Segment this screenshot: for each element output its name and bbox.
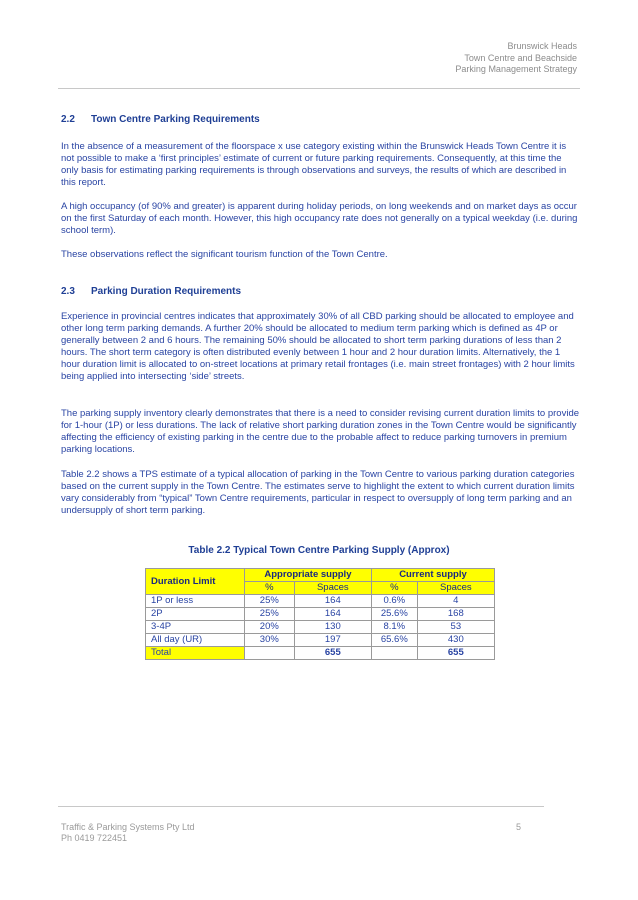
header-divider	[58, 88, 580, 89]
subheader-spaces: Spaces	[417, 582, 494, 595]
footer-divider	[58, 806, 544, 807]
footer-phone: Ph 0419 722451	[61, 833, 128, 843]
paragraph: The parking supply inventory clearly demonstrates that there is a need to consider revising current duration limits to provide for 1-hour (1P) or less durations. The lack of relative short parking duration zones in the Town Centre would be significantly affecting the efficiency of existing parking in the centre due to the probable affect to reduce parking turnovers in premium parking locations.	[61, 408, 580, 455]
appropriate-spaces: 130	[294, 621, 371, 634]
appropriate-percent: 25%	[244, 595, 294, 608]
table-row	[146, 634, 495, 647]
current-percent: 65.6%	[371, 634, 417, 647]
current-total-spaces: 655	[417, 647, 494, 660]
total-label: Total	[146, 647, 245, 660]
section-title: Parking Duration Requirements	[91, 286, 242, 297]
table-row	[146, 595, 495, 608]
current-percent: 0.6%	[371, 595, 417, 608]
paragraph: Table 2.2 shows a TPS estimate of a typical allocation of parking in the Town Centre to various parking duration categories based on the current supply in the Town Centre. The estimates serve to highlight the extent to which current duration limits vary considerably from “typical” Town Centre requirements, particular in respect to oversupply of long term parking and an undersupply of short term parking.	[61, 469, 575, 516]
table-row	[146, 608, 495, 621]
section-2-3-heading	[61, 286, 241, 297]
page-number: 5	[516, 822, 522, 832]
subheader-percent: %	[244, 582, 294, 595]
footer-company-block	[61, 822, 195, 844]
table-header-row	[146, 569, 495, 582]
current-spaces: 168	[417, 608, 494, 621]
current-spaces: 430	[417, 634, 494, 647]
table-total-row	[146, 647, 495, 660]
paragraph: Experience in provincial centres indicates that approximately 30% of all CBD parking should be allocated to employee and other long term parking demands. A further 20% should be allocated to medium term parking which is defined as 4P or generally between 2 and 6 hours. The remaining 50% should be allocated to short term parking durations of less than 2 hours. The short term category is often distributed evenly between 1 hour and 2 hour duration limits. Alternatively, the 1 hour duration limit is allocated to on-street locations at primary retail frontages (i.e. main street frontages) with 2 hour limits being applied into intersecting ‘side’ streets.	[61, 311, 575, 382]
empty-cell	[371, 647, 417, 660]
current-percent: 8.1%	[371, 621, 417, 634]
row-label: 1P or less	[146, 595, 245, 608]
section-2-2-heading	[61, 114, 260, 125]
column-header-duration: Duration Limit	[146, 569, 245, 595]
column-group-appropriate: Appropriate supply	[244, 569, 371, 582]
appropriate-percent: 20%	[244, 621, 294, 634]
empty-cell	[244, 647, 294, 660]
table-row	[146, 621, 495, 634]
current-percent: 25.6%	[371, 608, 417, 621]
parking-supply-table	[145, 568, 495, 660]
row-label: All day (UR)	[146, 634, 245, 647]
appropriate-spaces: 164	[294, 595, 371, 608]
footer-company: Traffic & Parking Systems Pty Ltd	[61, 822, 195, 832]
appropriate-percent: 30%	[244, 634, 294, 647]
current-spaces: 4	[417, 595, 494, 608]
appropriate-spaces: 197	[294, 634, 371, 647]
header-line-1: Brunswick Heads	[507, 41, 577, 51]
section-number: 2.2	[61, 114, 75, 125]
table-caption: Table 2.2 Typical Town Centre Parking Supply (Approx)	[188, 545, 450, 556]
section-number: 2.3	[61, 286, 75, 297]
section-title: Town Centre Parking Requirements	[91, 114, 260, 125]
row-label: 2P	[146, 608, 245, 621]
running-header	[455, 41, 577, 76]
column-group-current: Current supply	[371, 569, 494, 582]
paragraph: These observations reflect the significant tourism function of the Town Centre.	[61, 249, 388, 260]
header-line-2: Town Centre and Beachside	[464, 52, 577, 63]
row-label: 3-4P	[146, 621, 245, 634]
appropriate-percent: 25%	[244, 608, 294, 621]
subheader-percent: %	[371, 582, 417, 595]
paragraph: In the absence of a measurement of the floorspace x use category existing within the Brunswick Heads Town Centre it is not possible to make a ‘first principles’ estimate of current or future parking requirements. Consequently, at this time the only basis for estimating parking requirements is through observations and surveys, the results of which are described in this report.	[61, 141, 567, 188]
appropriate-total-spaces: 655	[294, 647, 371, 660]
paragraph: A high occupancy (of 90% and greater) is apparent during holiday periods, on long weekends and on market days as occur on the first Saturday of each month. However, this high occupancy rate does not generally on a typical weekday (i.e. during school term).	[61, 201, 578, 236]
appropriate-spaces: 164	[294, 608, 371, 621]
current-spaces: 53	[417, 621, 494, 634]
header-line-3: Parking Management Strategy	[455, 64, 577, 74]
subheader-spaces: Spaces	[294, 582, 371, 595]
